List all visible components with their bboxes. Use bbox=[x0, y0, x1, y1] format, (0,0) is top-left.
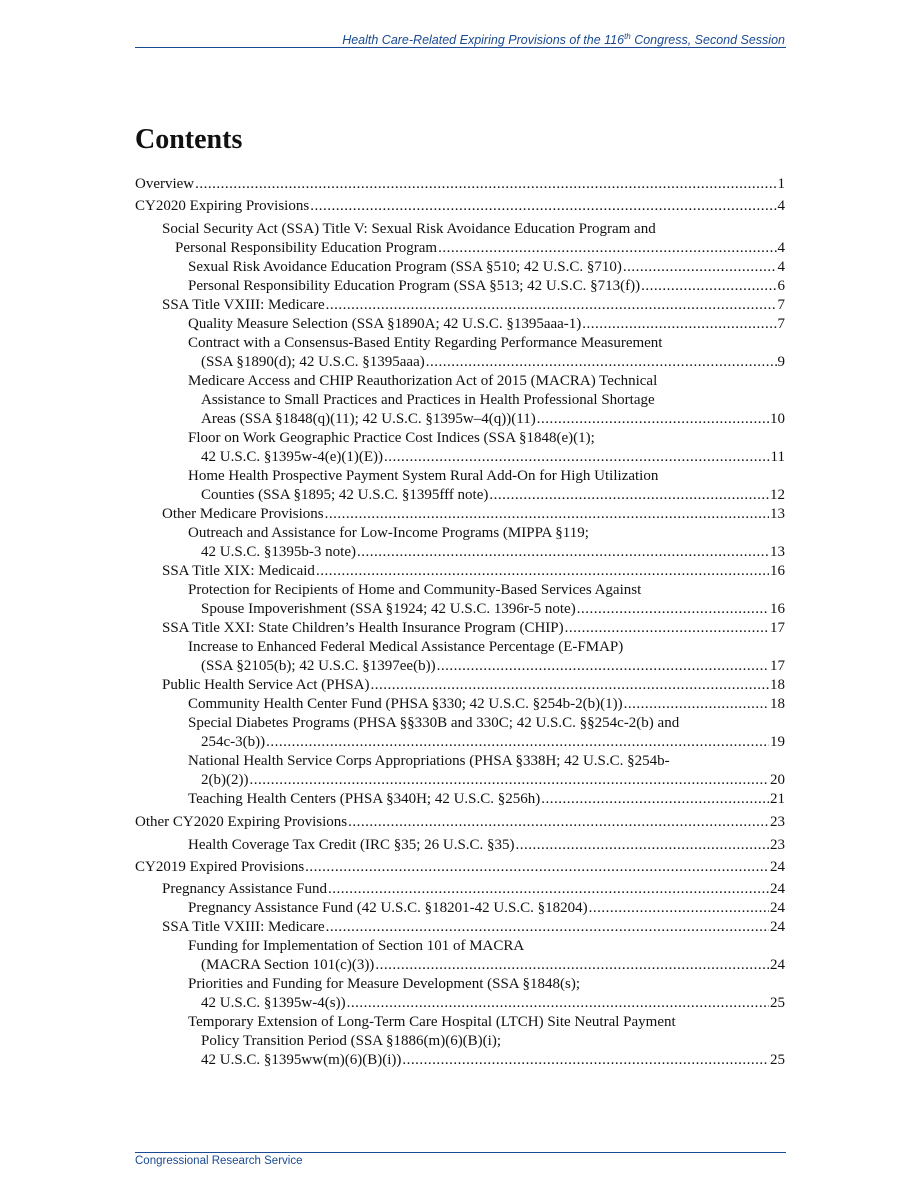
toc-page-number: 24 bbox=[770, 919, 785, 935]
toc-entry[interactable] bbox=[188, 752, 670, 770]
toc-entry[interactable] bbox=[188, 638, 623, 656]
toc-page-number: 13 bbox=[770, 506, 785, 522]
toc-leader-dots bbox=[541, 790, 769, 808]
toc-leader-dots bbox=[325, 505, 769, 523]
toc-entry[interactable] bbox=[188, 277, 785, 295]
toc-page-number: 7 bbox=[777, 297, 785, 313]
toc-leader-dots bbox=[328, 880, 769, 898]
toc-page-number: 6 bbox=[777, 278, 785, 294]
toc-entry-title: Other CY2020 Expiring Provisions bbox=[135, 814, 348, 830]
toc-leader-dots bbox=[249, 771, 769, 789]
toc-leader-dots bbox=[195, 175, 776, 193]
toc-leader-dots bbox=[348, 813, 769, 831]
toc-entry-title: CY2020 Expiring Provisions bbox=[135, 198, 310, 214]
toc-entry-title: Floor on Work Geographic Practice Cost Indices (SSA §1848(e)(1); bbox=[188, 430, 595, 446]
toc-entry[interactable] bbox=[135, 197, 785, 215]
toc-page-number: 23 bbox=[770, 814, 785, 830]
toc-entry-title: Health Coverage Tax Credit (IRC §35; 26 U.S.C. §35) bbox=[188, 837, 515, 853]
toc-leader-dots bbox=[426, 353, 777, 371]
toc-page-number: 4 bbox=[777, 240, 785, 256]
toc-entry[interactable] bbox=[175, 239, 785, 257]
toc-leader-dots bbox=[489, 486, 769, 504]
toc-entry[interactable] bbox=[162, 918, 785, 936]
toc-entry[interactable] bbox=[162, 505, 785, 523]
toc-entry-title: Social Security Act (SSA) Title V: Sexual Risk Avoidance Education Program and bbox=[162, 221, 656, 237]
toc-entry-title: SSA Title VXIII: Medicare bbox=[162, 297, 325, 313]
toc-entry-title: Other Medicare Provisions bbox=[162, 506, 324, 522]
toc-leader-dots bbox=[516, 836, 769, 854]
toc-leader-dots bbox=[316, 562, 769, 580]
toc-leader-dots bbox=[402, 1051, 769, 1069]
toc-entry[interactable] bbox=[135, 858, 785, 876]
page-title: Contents bbox=[135, 124, 243, 155]
toc-entry-title: Temporary Extension of Long-Term Care Hospital (LTCH) Site Neutral Payment bbox=[188, 1014, 676, 1030]
toc-entry[interactable] bbox=[188, 695, 785, 713]
toc-entry-title: Pregnancy Assistance Fund bbox=[162, 881, 327, 897]
toc-entry-title: 42 U.S.C. §1395w-4(s)) bbox=[201, 995, 346, 1011]
toc-entry-title: Outreach and Assistance for Low-Income Programs (MIPPA §119; bbox=[188, 525, 589, 541]
toc-entry-title: CY2019 Expired Provisions bbox=[135, 859, 305, 875]
toc-leader-dots bbox=[326, 918, 769, 936]
toc-page-number: 24 bbox=[770, 881, 785, 897]
toc-page-number: 24 bbox=[770, 900, 785, 916]
toc-leader-dots bbox=[623, 258, 777, 276]
toc-entry[interactable] bbox=[201, 657, 785, 675]
toc-leader-dots bbox=[266, 733, 769, 751]
toc-page-number: 10 bbox=[770, 411, 785, 427]
toc-page-number: 17 bbox=[770, 658, 785, 674]
toc-page-number: 24 bbox=[770, 957, 785, 973]
toc-entry[interactable] bbox=[162, 880, 785, 898]
toc-entry-title: SSA Title XIX: Medicaid bbox=[162, 563, 315, 579]
toc-leader-dots bbox=[326, 296, 777, 314]
toc-entry-title: Teaching Health Centers (PHSA §340H; 42 U.S.C. §256h) bbox=[188, 791, 541, 807]
header-title: Health Care-Related Expiring Provisions of the 116 bbox=[342, 33, 625, 48]
toc-entry-title: Community Health Center Fund (PHSA §330; 42 U.S.C. §254b-2(b)(1)) bbox=[188, 696, 623, 712]
toc-leader-dots bbox=[347, 994, 769, 1012]
toc-entry-title: Sexual Risk Avoidance Education Program (SSA §510; 42 U.S.C. §710) bbox=[188, 259, 622, 275]
toc-entry[interactable] bbox=[201, 543, 785, 561]
toc-entry[interactable] bbox=[201, 353, 785, 371]
toc-leader-dots bbox=[624, 695, 769, 713]
toc-entry[interactable] bbox=[201, 600, 785, 618]
toc-leader-dots bbox=[565, 619, 769, 637]
toc-entry[interactable] bbox=[188, 975, 580, 993]
toc-entry-title: SSA Title XXI: State Children’s Health Insurance Program (CHIP) bbox=[162, 620, 564, 636]
toc-entry-title: 42 U.S.C. §1395w-4(e)(1)(E)) bbox=[201, 449, 384, 465]
toc-entry[interactable] bbox=[201, 448, 785, 466]
toc-entry-title: Increase to Enhanced Federal Medical Assistance Percentage (E-FMAP) bbox=[188, 639, 624, 655]
toc-entry[interactable] bbox=[162, 676, 785, 694]
toc-leader-dots bbox=[310, 197, 776, 215]
header-rule bbox=[135, 47, 786, 48]
toc-page-number: 9 bbox=[777, 354, 785, 370]
toc-entry[interactable] bbox=[162, 562, 785, 580]
toc-entry[interactable] bbox=[201, 771, 785, 789]
toc-page-number: 13 bbox=[770, 544, 785, 560]
toc-entry[interactable] bbox=[188, 429, 595, 447]
toc-page-number: 25 bbox=[770, 1052, 785, 1068]
toc-entry[interactable] bbox=[135, 175, 785, 193]
toc-entry[interactable] bbox=[201, 1051, 785, 1069]
toc-entry[interactable] bbox=[201, 733, 785, 751]
toc-page-number: 17 bbox=[770, 620, 785, 636]
toc-page-number: 19 bbox=[770, 734, 785, 750]
toc-entry[interactable] bbox=[201, 410, 785, 428]
toc-entry-title: SSA Title VXIII: Medicare bbox=[162, 919, 325, 935]
footer-text: Congressional Research Service bbox=[135, 1155, 303, 1167]
toc-entry-title: 42 U.S.C. §1395ww(m)(6)(B)(i)) bbox=[201, 1052, 402, 1068]
toc-entry-title: Priorities and Funding for Measure Development (SSA §1848(s); bbox=[188, 976, 581, 992]
toc-entry-title: Contract with a Consensus-Based Entity Regarding Performance Measurement bbox=[188, 335, 663, 351]
toc-leader-dots bbox=[589, 899, 769, 917]
toc-entry[interactable] bbox=[201, 994, 785, 1012]
toc-leader-dots bbox=[438, 239, 776, 257]
toc-page-number: 23 bbox=[770, 837, 785, 853]
toc-entry[interactable] bbox=[201, 1032, 501, 1050]
toc-entry-title: Medicare Access and CHIP Reauthorization Act of 2015 (MACRA) Technical bbox=[188, 373, 658, 389]
toc-entry-title: Areas (SSA §1848(q)(11); 42 U.S.C. §1395w–4(q))(11) bbox=[201, 411, 536, 427]
toc-entry-title: Pregnancy Assistance Fund (42 U.S.C. §18201-42 U.S.C. §18204) bbox=[188, 900, 588, 916]
toc-entry-title: Home Health Prospective Payment System Rural Add-On for High Utilization bbox=[188, 468, 659, 484]
toc-entry-title: Special Diabetes Programs (PHSA §§330B and 330C; 42 U.S.C. §§254c-2(b) and bbox=[188, 715, 680, 731]
toc-entry[interactable] bbox=[188, 258, 785, 276]
toc-page-number: 24 bbox=[770, 859, 785, 875]
toc-page-number: 4 bbox=[777, 259, 785, 275]
toc-entry-title: (SSA §1890(d); 42 U.S.C. §1395aaa) bbox=[201, 354, 425, 370]
toc-entry-title: Overview bbox=[135, 176, 195, 192]
toc-entry-title: National Health Service Corps Appropriations (PHSA §338H; 42 U.S.C. §254b- bbox=[188, 753, 670, 769]
toc-entry-title: Funding for Implementation of Section 101 of MACRA bbox=[188, 938, 525, 954]
toc-page-number: 25 bbox=[770, 995, 785, 1011]
toc-page-number: 16 bbox=[770, 563, 785, 579]
toc-leader-dots bbox=[370, 676, 769, 694]
running-header bbox=[135, 32, 785, 47]
toc-entry[interactable] bbox=[188, 899, 785, 917]
toc-entry-title: Counties (SSA §1895; 42 U.S.C. §1395fff note) bbox=[201, 487, 489, 503]
toc-entry-title: 254c-3(b)) bbox=[201, 734, 266, 750]
toc-entry-title: Personal Responsibility Education Program (SSA §513; 42 U.S.C. §713(f)) bbox=[188, 278, 641, 294]
toc-page-number: 4 bbox=[777, 198, 785, 214]
toc-entry-title: Assistance to Small Practices and Practices in Health Professional Shortage bbox=[201, 392, 655, 408]
toc-entry[interactable] bbox=[188, 467, 658, 485]
toc-entry-title: Public Health Service Act (PHSA) bbox=[162, 677, 370, 693]
toc-entry-title: Protection for Recipients of Home and Community-Based Services Against bbox=[188, 582, 642, 598]
toc-leader-dots bbox=[577, 600, 769, 618]
toc-page-number: 20 bbox=[770, 772, 785, 788]
toc-entry[interactable] bbox=[188, 372, 657, 390]
toc-entry-title: (MACRA Section 101(c)(3)) bbox=[201, 957, 375, 973]
toc-page-number: 1 bbox=[777, 176, 785, 192]
toc-entry[interactable] bbox=[188, 334, 662, 352]
toc-page-number: 16 bbox=[770, 601, 785, 617]
toc-entry[interactable] bbox=[188, 315, 785, 333]
toc-page-number: 12 bbox=[770, 487, 785, 503]
toc-entry-title: Personal Responsibility Education Program bbox=[175, 240, 438, 256]
toc-page-number: 21 bbox=[770, 791, 785, 807]
header-title-rest: Congress, Second Session bbox=[630, 33, 785, 48]
toc-page-number: 7 bbox=[777, 316, 785, 332]
toc-page-number: 18 bbox=[770, 696, 785, 712]
toc-leader-dots bbox=[641, 277, 776, 295]
footer-rule bbox=[135, 1152, 786, 1153]
toc-entry-title: Spouse Impoverishment (SSA §1924; 42 U.S.C. 1396r-5 note) bbox=[201, 601, 576, 617]
toc-entry-title: (SSA §2105(b); 42 U.S.C. §1397ee(b)) bbox=[201, 658, 436, 674]
toc-entry-title: 42 U.S.C. §1395b-3 note) bbox=[201, 544, 356, 560]
toc-entry[interactable] bbox=[201, 956, 785, 974]
toc-entry-title: 2(b)(2)) bbox=[201, 772, 249, 788]
toc-leader-dots bbox=[384, 448, 770, 466]
toc-entry[interactable] bbox=[188, 581, 641, 599]
toc-entry[interactable] bbox=[201, 391, 655, 409]
toc-entry[interactable] bbox=[188, 790, 785, 808]
toc-entry-title: Quality Measure Selection (SSA §1890A; 42 U.S.C. §1395aaa-1) bbox=[188, 316, 582, 332]
toc-entry[interactable] bbox=[188, 836, 785, 854]
toc-leader-dots bbox=[582, 315, 776, 333]
toc-leader-dots bbox=[357, 543, 769, 561]
toc-entry[interactable] bbox=[201, 486, 785, 504]
toc-leader-dots bbox=[437, 657, 769, 675]
header-superscript: th bbox=[624, 32, 631, 41]
toc-entry[interactable] bbox=[162, 220, 656, 238]
toc-entry[interactable] bbox=[188, 1013, 676, 1031]
toc-entry[interactable] bbox=[188, 714, 679, 732]
toc-page-number: 18 bbox=[770, 677, 785, 693]
toc-entry[interactable] bbox=[188, 937, 524, 955]
toc-entry-title: Policy Transition Period (SSA §1886(m)(6)(B)(i); bbox=[201, 1033, 502, 1049]
toc-page-number: 11 bbox=[770, 449, 785, 465]
toc-entry[interactable] bbox=[135, 813, 785, 831]
toc-leader-dots bbox=[537, 410, 769, 428]
toc-leader-dots bbox=[305, 858, 769, 876]
toc-leader-dots bbox=[375, 956, 769, 974]
toc-entry[interactable] bbox=[162, 619, 785, 637]
toc-entry[interactable] bbox=[162, 296, 785, 314]
toc-entry[interactable] bbox=[188, 524, 589, 542]
